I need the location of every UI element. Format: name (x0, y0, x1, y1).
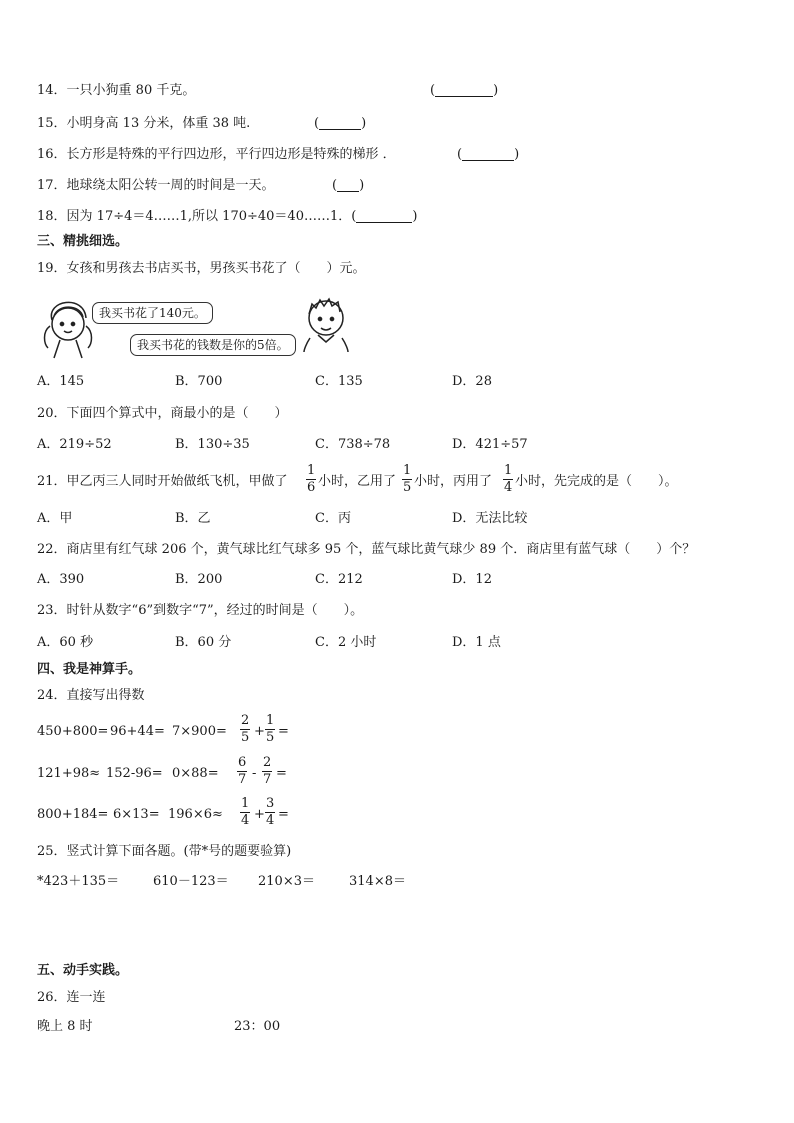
q21-text-mid1: 小时，乙用了 (318, 474, 397, 489)
question-20: 20．下面四个算式中，商最小的是（ ） (37, 406, 288, 421)
question-16: 16．长方形是特殊的平行四边形，平行四边形是特殊的梯形 ． (37, 147, 396, 162)
question-17: 17．地球绕太阳公转一周的时间是一天。 (37, 178, 275, 193)
q23-option-a[interactable]: A．60 秒 (37, 635, 94, 650)
q21-fraction-3: 1 4 (504, 463, 513, 495)
fraction: 6 7 (238, 755, 247, 787)
q20-option-a[interactable]: A．219÷52 (37, 437, 112, 452)
calc-item: 450+800= (37, 724, 109, 739)
vertical-calc-item: *423＋135＝ (37, 874, 120, 889)
answer-blank-16[interactable]: ( ) (457, 147, 520, 162)
fraction: 1 5 (266, 713, 275, 745)
q21-text-post: 小时，先完成的是（ ）。 (515, 474, 678, 489)
section-4-heading: 四、我是神算手。 (37, 662, 142, 677)
question-22: 22．商店里有红气球 206 个，黄气球比红气球多 95 个，蓝气球比黄气球少 89 个．商店里有蓝气球（ ）个？ (37, 542, 696, 557)
q21-fraction-1: 1 6 (307, 463, 316, 495)
calc-item: 0×88= (172, 766, 219, 781)
q20-option-c[interactable]: C．738÷78 (315, 437, 391, 452)
q22-option-c[interactable]: C．212 (315, 572, 363, 587)
fraction: 1 4 (241, 796, 250, 828)
q21-option-d[interactable]: D．无法比较 (452, 511, 528, 526)
fraction: 2 5 (241, 713, 250, 745)
equals-sign: = (276, 766, 287, 781)
question-19: 19．女孩和男孩去书店买书，男孩买书花了（ ）元。 (37, 261, 366, 276)
q23-option-d[interactable]: D．1 点 (452, 635, 501, 650)
answer-blank-14[interactable]: ( ) (430, 83, 499, 98)
question-15: 15．小明身高 13 分米，体重 38 吨. (37, 116, 251, 131)
calc-item: 121+98≈ (37, 766, 101, 781)
question-21: 21．甲乙丙三人同时开始做纸飞机，甲做了 (37, 474, 288, 489)
section-5-heading: 五、动手实践。 (37, 963, 129, 978)
q20-option-b[interactable]: B．130÷35 (175, 437, 250, 452)
boy-illustration (296, 292, 354, 354)
q21-fraction-2: 1 5 (403, 463, 412, 495)
q19-option-c[interactable]: C．135 (315, 374, 363, 389)
operator: + (254, 807, 265, 822)
q23-option-b[interactable]: B．60 分 (175, 635, 232, 650)
calc-item: 7×900= (172, 724, 227, 739)
girl-speech-bubble: 我买书花了140元。 (92, 302, 213, 324)
question-25: 25．竖式计算下面各题。(带*号的题要验算) (37, 844, 292, 859)
q21-text-mid2: 小时，丙用了 (414, 474, 493, 489)
boy-speech-bubble: 我买书花的钱数是你的5倍。 (130, 334, 296, 356)
q20-option-d[interactable]: D．421÷57 (452, 437, 528, 452)
fraction: 3 4 (266, 796, 275, 828)
q21-option-b[interactable]: B．乙 (175, 511, 211, 526)
operator: - (252, 766, 257, 781)
q19-option-b[interactable]: B．700 (175, 374, 223, 389)
match-right-item[interactable]: 23：00 (234, 1019, 281, 1034)
question-26: 26．连一连 (37, 990, 106, 1005)
q22-option-b[interactable]: B．200 (175, 572, 223, 587)
q19-option-d[interactable]: D．28 (452, 374, 492, 389)
calc-item: 800+184= (37, 807, 109, 822)
vertical-calc-item: 210×3＝ (258, 874, 315, 889)
calc-item: 196×6≈ (168, 807, 223, 822)
question-18: 18．因为 17÷4＝4……1,所以 170÷40＝40……1．( ) (37, 209, 418, 224)
fraction: 2 7 (263, 755, 272, 787)
q22-option-d[interactable]: D．12 (452, 572, 492, 587)
q22-option-a[interactable]: A．390 (37, 572, 85, 587)
vertical-calc-item: 610－123＝ (153, 874, 229, 889)
question-24: 24．直接写出得数 (37, 688, 145, 703)
vertical-calc-item: 314×8＝ (349, 874, 406, 889)
match-left-item[interactable]: 晚上 8 时 (37, 1019, 93, 1034)
q21-option-c[interactable]: C．丙 (315, 511, 351, 526)
equals-sign: = (278, 807, 289, 822)
question-23: 23．时针从数字“6”到数字“7”，经过的时间是（ ）。 (37, 603, 364, 618)
section-3-heading: 三、精挑细选。 (37, 234, 129, 249)
answer-blank-18[interactable] (356, 210, 412, 223)
girl-illustration (40, 290, 100, 362)
q23-option-c[interactable]: C．2 小时 (315, 635, 377, 650)
answer-blank-17[interactable]: ( ) (332, 178, 365, 193)
calc-item: 6×13= (113, 807, 160, 822)
equals-sign: = (278, 724, 289, 739)
calc-item: 96+44= (110, 724, 165, 739)
operator: + (254, 724, 265, 739)
q21-option-a[interactable]: A．甲 (37, 511, 73, 526)
calc-item: 152-96= (106, 766, 163, 781)
q19-option-a[interactable]: A．145 (37, 374, 85, 389)
question-14: 14．一只小狗重 80 千克。 (37, 83, 196, 98)
answer-blank-15[interactable]: ( ) (314, 116, 367, 131)
